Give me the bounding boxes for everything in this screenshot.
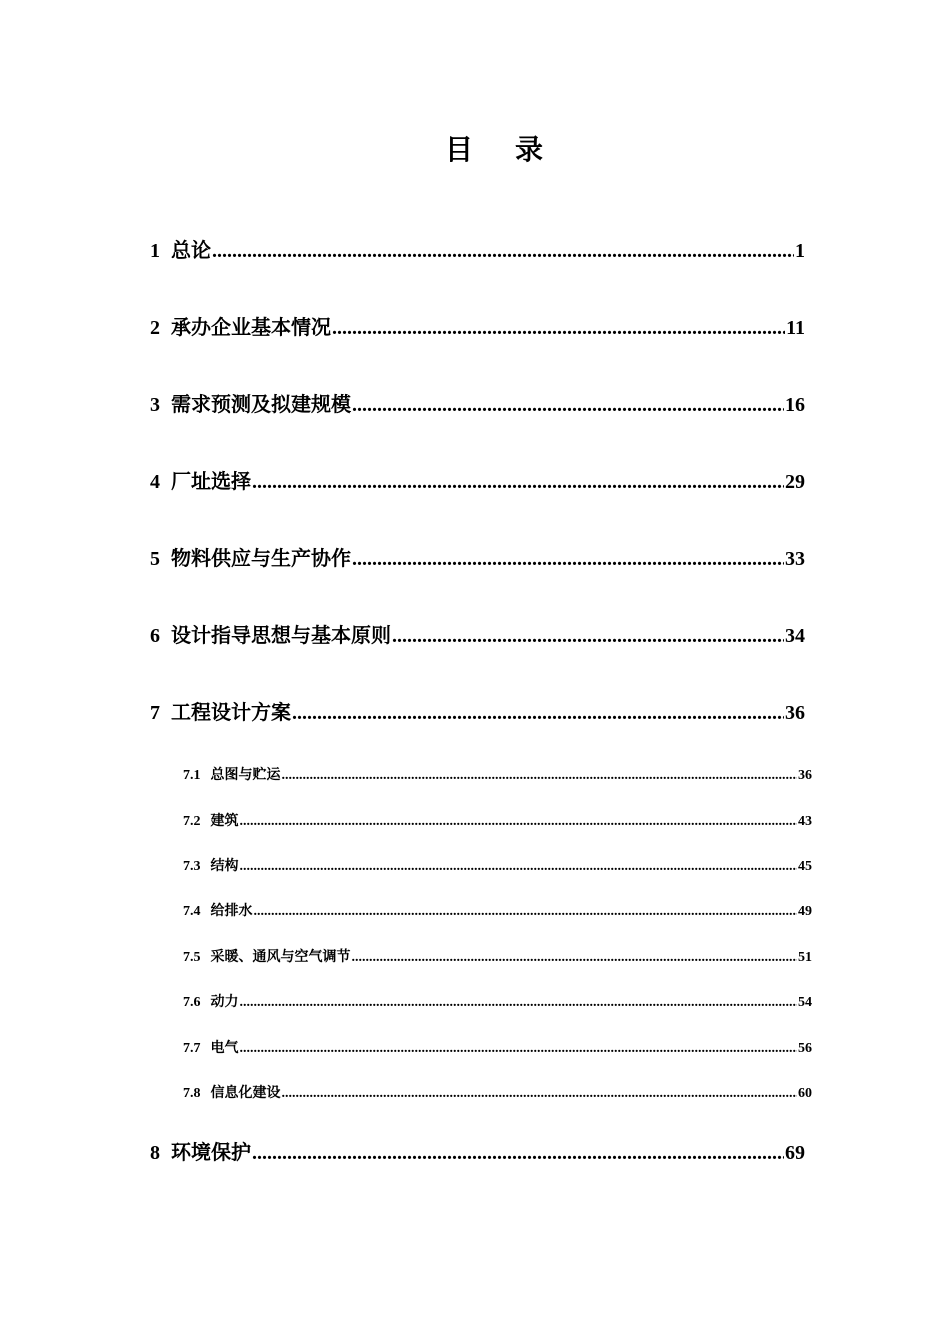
toc-dot-leader [254, 901, 798, 923]
toc-label: 给排水 [210, 903, 253, 919]
toc-dot-leader [282, 765, 798, 787]
toc-entry-7-3[interactable] [183, 855, 812, 877]
page-title [0, 130, 950, 170]
toc-label: 动力 [210, 994, 239, 1010]
toc-number: 4 [150, 471, 160, 493]
toc-label: 总图与贮运 [210, 767, 281, 783]
toc-number: 7.7 [183, 1041, 201, 1056]
toc-label: 需求预测及拟建规模 [171, 392, 351, 416]
toc-page-number: 34 [785, 625, 805, 647]
toc-entry-7-2[interactable] [183, 810, 812, 832]
toc-page-number: 60 [798, 1086, 812, 1101]
toc-dot-leader [252, 1138, 784, 1168]
toc-page-number: 16 [785, 394, 805, 416]
toc-dot-leader [282, 1083, 798, 1105]
toc-entry-1[interactable] [150, 235, 805, 265]
toc-label: 总论 [171, 238, 211, 262]
toc-label: 厂址选择 [171, 469, 251, 493]
toc-number: 7.6 [183, 995, 201, 1010]
toc-number: 7.8 [183, 1086, 201, 1101]
toc-number: 7.3 [183, 859, 201, 874]
toc-number: 7 [150, 702, 160, 724]
toc-entry-3[interactable] [150, 389, 805, 419]
toc-entry-8[interactable] [150, 1137, 805, 1167]
toc-label: 工程设计方案 [171, 700, 291, 724]
toc-number: 7.5 [183, 950, 201, 965]
toc-number: 1 [150, 240, 160, 262]
toc-page-number: 45 [798, 859, 812, 874]
toc-entry-7-6[interactable] [183, 991, 812, 1013]
toc-entry-7-8[interactable] [183, 1082, 812, 1104]
toc-page-number: 29 [785, 471, 805, 493]
toc-page-number: 49 [798, 904, 812, 919]
toc-entry-7-1[interactable] [183, 764, 812, 786]
page-title-second: 录 [515, 133, 544, 166]
toc-dot-leader [332, 313, 785, 343]
toc-number: 7.1 [183, 768, 201, 783]
toc-entry-7[interactable] [150, 697, 805, 727]
toc-label: 信息化建设 [210, 1085, 281, 1101]
toc-dot-leader [240, 992, 798, 1014]
toc-label: 建筑 [210, 813, 239, 829]
toc-entry-2[interactable] [150, 312, 805, 342]
toc-page-number: 36 [785, 702, 805, 724]
toc-label: 设计指导思想与基本原则 [171, 623, 391, 647]
toc-page-number: 33 [785, 548, 805, 570]
toc-label: 承办企业基本情况 [171, 315, 331, 339]
toc-entry-7-5[interactable] [183, 946, 812, 968]
toc-number: 8 [150, 1142, 160, 1164]
toc-number: 7.2 [183, 814, 201, 829]
toc-entry-7-7[interactable] [183, 1037, 812, 1059]
toc-label: 采暖、通风与空气调节 [210, 949, 351, 965]
toc-dot-leader [212, 236, 794, 266]
toc-number: 2 [150, 317, 160, 339]
toc-label: 电气 [210, 1040, 239, 1056]
toc-dot-leader [352, 390, 784, 420]
toc-entry-6[interactable] [150, 620, 805, 650]
toc-dot-leader [240, 811, 798, 833]
toc-page-number: 56 [798, 1041, 812, 1056]
toc-dot-leader [352, 947, 798, 969]
toc-entry-4[interactable] [150, 466, 805, 496]
toc-dot-leader [292, 698, 784, 728]
toc-entry-5[interactable] [150, 543, 805, 573]
toc-page-number: 69 [785, 1142, 805, 1164]
toc-number: 5 [150, 548, 160, 570]
toc-number: 3 [150, 394, 160, 416]
toc-page-number: 54 [798, 995, 812, 1010]
toc-page-number: 36 [798, 768, 812, 783]
toc-label: 环境保护 [171, 1140, 251, 1164]
toc-dot-leader [392, 621, 784, 651]
toc-label: 物料供应与生产协作 [171, 546, 351, 570]
toc-page-number: 43 [798, 814, 812, 829]
toc-page-number: 11 [786, 317, 805, 339]
toc-dot-leader [352, 544, 784, 574]
toc-label: 结构 [210, 858, 239, 874]
toc-dot-leader [252, 467, 784, 497]
toc-number: 6 [150, 625, 160, 647]
toc-number: 7.4 [183, 904, 201, 919]
toc-dot-leader [240, 856, 798, 878]
toc-entry-7-4[interactable] [183, 900, 812, 922]
toc-page-number: 51 [798, 950, 812, 965]
page-title-first: 目 [444, 133, 473, 166]
toc-dot-leader [240, 1038, 798, 1060]
toc-page-number: 1 [795, 240, 805, 262]
